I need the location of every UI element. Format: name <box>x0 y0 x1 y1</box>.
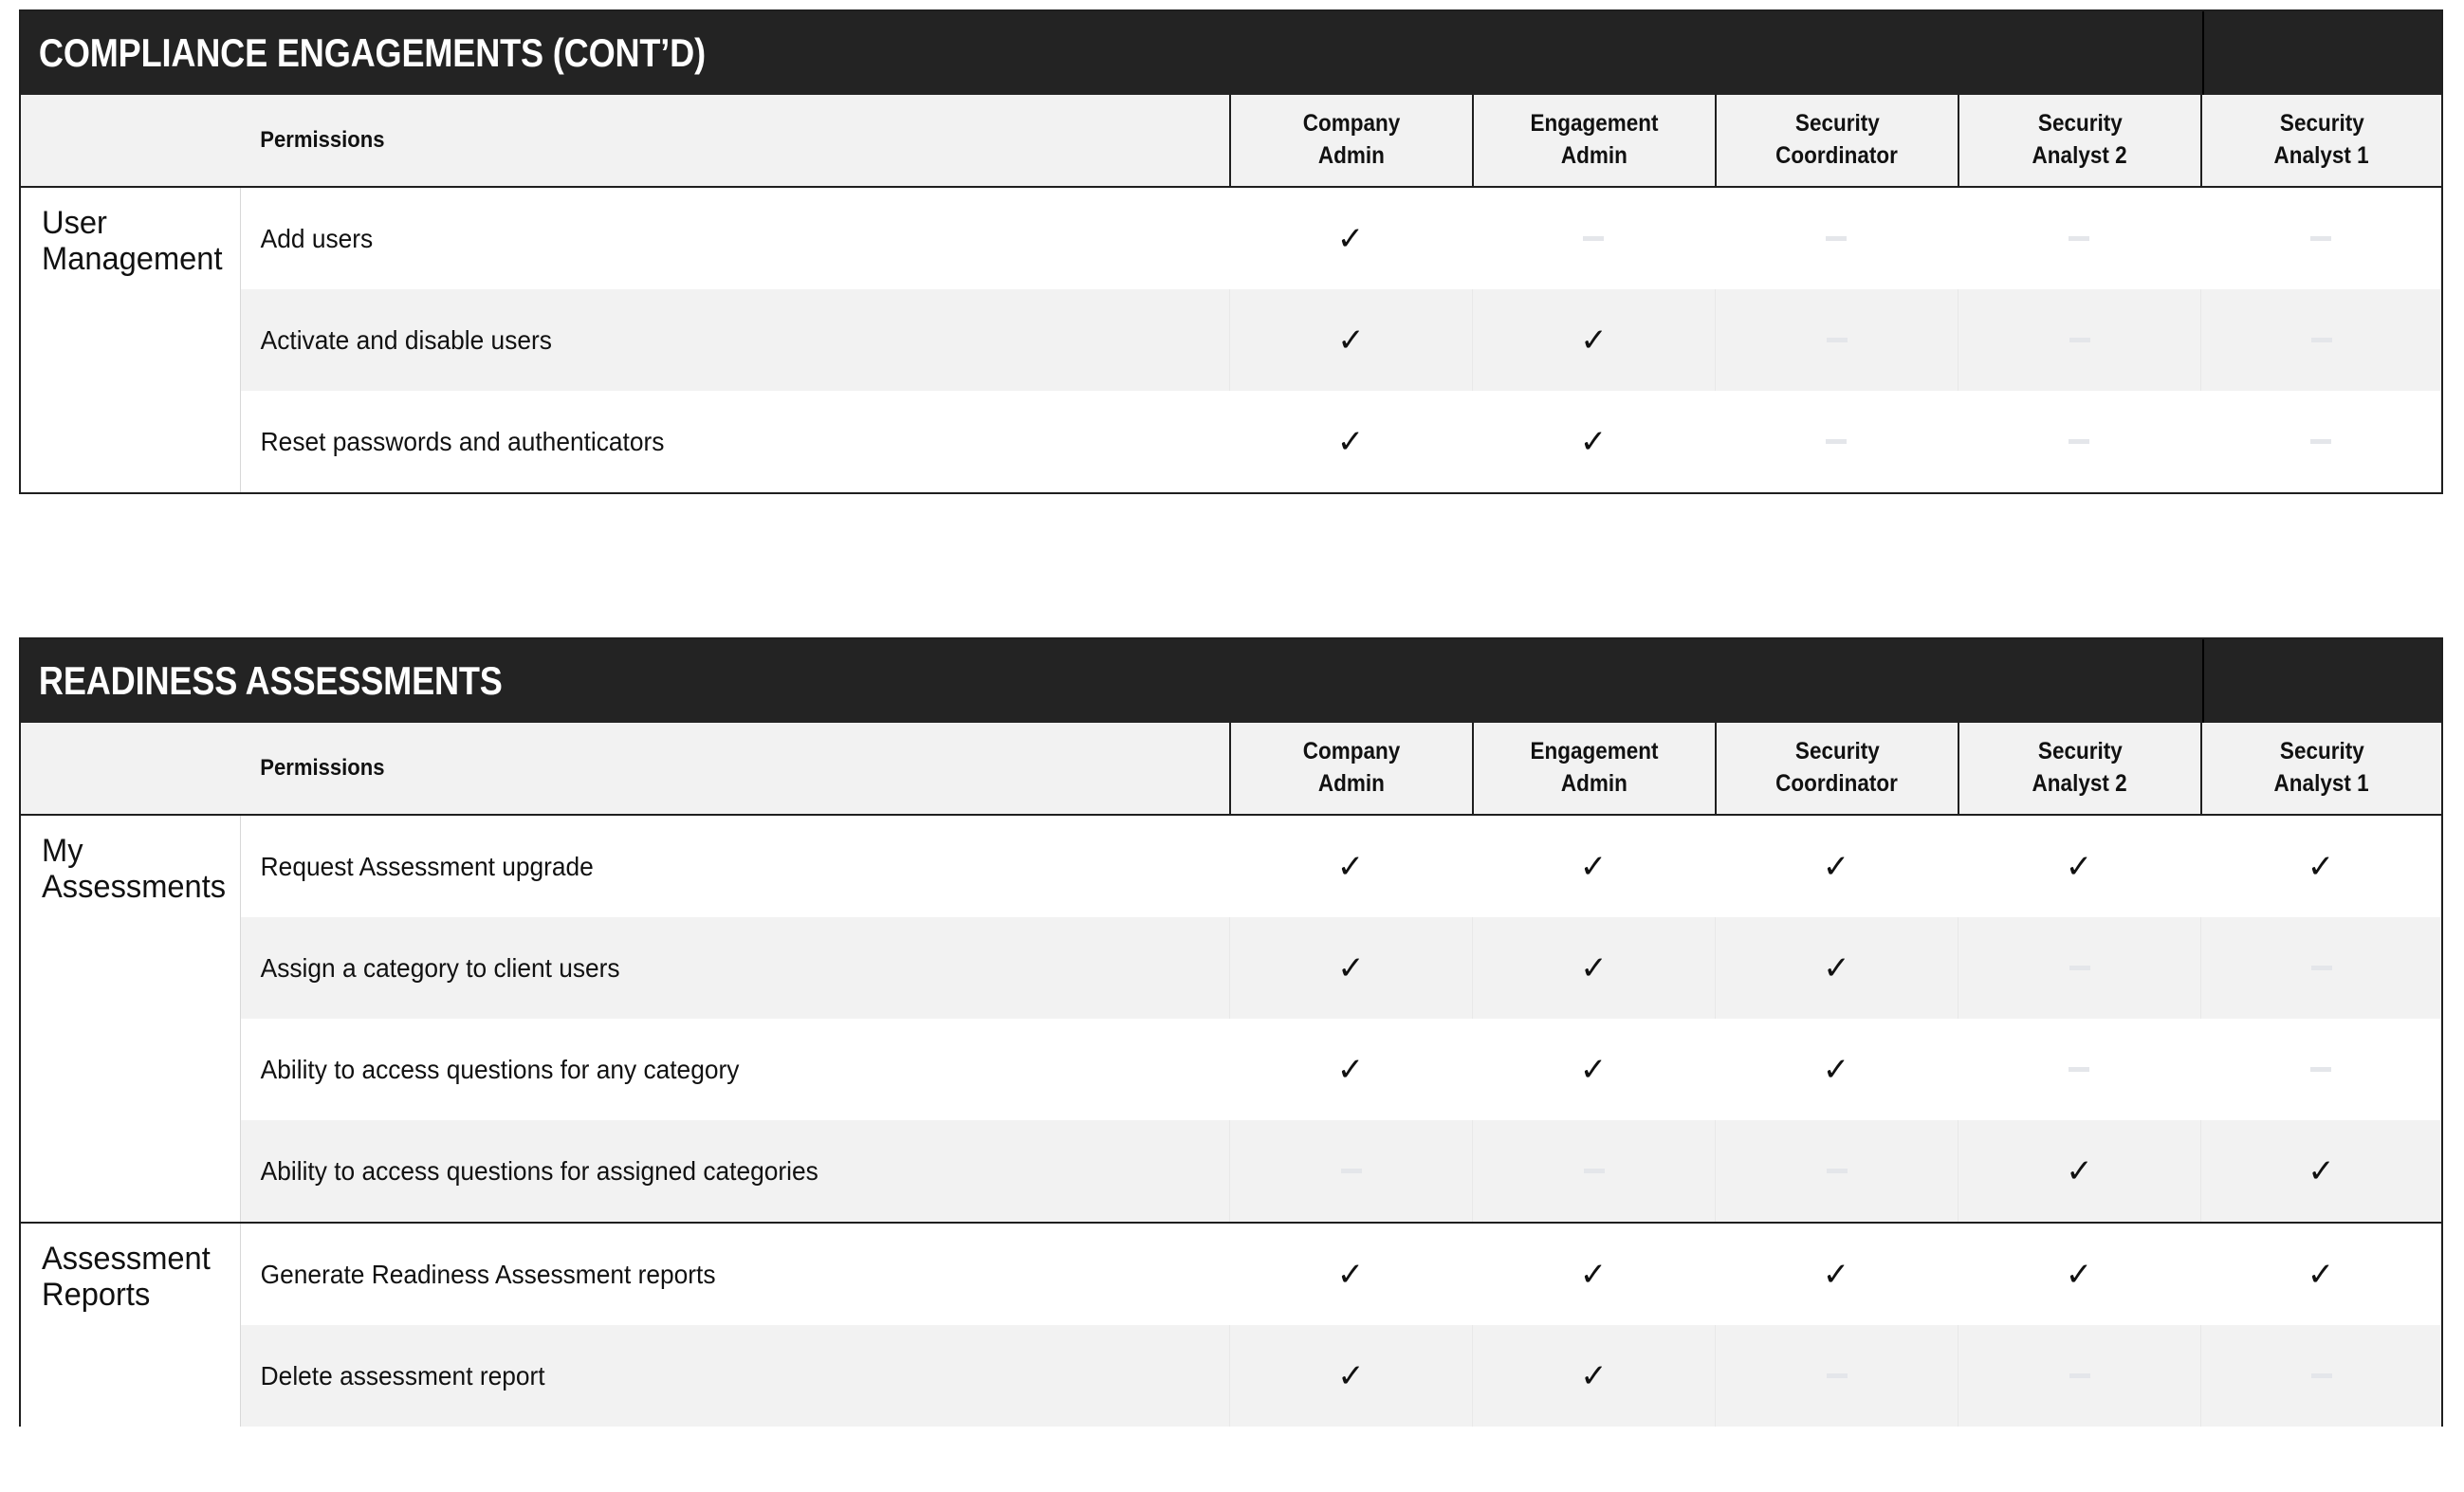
check-icon: ✓ <box>1336 219 1365 258</box>
cell-engagement-admin <box>1472 391 1715 492</box>
band-divider <box>2202 639 2204 723</box>
dash-icon <box>1827 1373 1848 1378</box>
group-user-management <box>21 188 2441 492</box>
table-row <box>241 917 2441 1019</box>
cell-company-admin <box>1229 1019 1472 1120</box>
check-icon: ✓ <box>1822 1050 1850 1089</box>
cell-company-admin <box>1229 1224 1472 1325</box>
cell-engagement-admin <box>1472 1224 1715 1325</box>
table-row <box>241 1325 2441 1427</box>
dash-icon <box>2310 439 2331 444</box>
cell-engagement-admin <box>1472 188 1715 289</box>
group-rows <box>241 188 2441 492</box>
table-title-band <box>21 639 2441 723</box>
check-icon: ✓ <box>1337 321 1365 359</box>
dash-icon <box>1826 236 1847 241</box>
check-icon: ✓ <box>1579 422 1608 461</box>
cell-engagement-admin <box>1472 917 1715 1019</box>
check-icon: ✓ <box>1336 1050 1365 1089</box>
cell-security-analyst-1 <box>2200 1120 2441 1222</box>
cell-security-analyst-2 <box>1958 289 2200 391</box>
check-icon: ✓ <box>2066 1151 2093 1190</box>
cell-security-analyst-2 <box>1958 816 2200 917</box>
cell-security-coordinator <box>1715 391 1958 492</box>
cell-security-coordinator <box>1715 1325 1958 1427</box>
group-assessment-reports <box>21 1222 2441 1427</box>
check-icon: ✓ <box>1823 949 1850 987</box>
check-icon: ✓ <box>1580 1356 1608 1395</box>
cell-company-admin <box>1229 1325 1472 1427</box>
check-icon: ✓ <box>1579 1050 1608 1089</box>
check-icon: ✓ <box>2307 847 2335 886</box>
cell-security-analyst-1 <box>2200 1224 2441 1325</box>
header-role-security-analyst-1: Security Analyst 1 <box>2200 95 2441 186</box>
header-permissions-cell <box>241 723 1229 814</box>
dash-icon <box>2069 439 2089 444</box>
cell-security-analyst-1 <box>2200 391 2441 492</box>
dash-icon <box>2069 1373 2090 1378</box>
cell-security-coordinator <box>1715 1224 1958 1325</box>
dash-icon <box>1826 439 1847 444</box>
check-icon: ✓ <box>1336 847 1365 886</box>
header-group-cell <box>21 95 241 186</box>
check-icon: ✓ <box>1336 1255 1365 1294</box>
cell-security-analyst-1 <box>2200 1019 2441 1120</box>
cell-security-analyst-1 <box>2200 917 2441 1019</box>
dash-icon <box>2310 1067 2331 1072</box>
dash-icon <box>1827 1169 1848 1173</box>
cell-security-coordinator <box>1715 917 1958 1019</box>
cell-engagement-admin <box>1472 1019 1715 1120</box>
permission-cell: Reset passwords and authenticators <box>260 426 665 456</box>
cell-security-coordinator <box>1715 1120 1958 1222</box>
dash-icon <box>1583 236 1604 241</box>
header-group-cell <box>21 723 241 814</box>
cell-company-admin <box>1229 917 1472 1019</box>
table-title: READINESS ASSESSMENTS <box>38 658 503 703</box>
cell-security-analyst-1 <box>2200 188 2441 289</box>
cell-security-coordinator <box>1715 816 1958 917</box>
cell-company-admin <box>1229 289 1472 391</box>
cell-security-analyst-2 <box>1958 1120 2200 1222</box>
cell-company-admin <box>1229 816 1472 917</box>
cell-engagement-admin <box>1472 1325 1715 1427</box>
check-icon: ✓ <box>2065 847 2093 886</box>
permissions-header-label: Permissions <box>260 127 385 153</box>
dash-icon <box>2069 236 2089 241</box>
check-icon: ✓ <box>1822 1255 1850 1294</box>
cell-security-analyst-2 <box>1958 1325 2200 1427</box>
check-icon: ✓ <box>2307 1255 2335 1294</box>
permission-cell: Ability to access questions for any category <box>260 1054 740 1084</box>
cell-security-analyst-1 <box>2200 289 2441 391</box>
check-icon: ✓ <box>1580 321 1608 359</box>
check-icon: ✓ <box>1580 949 1608 987</box>
cell-security-coordinator <box>1715 289 1958 391</box>
group-label: User Management <box>42 205 223 278</box>
group-my-assessments <box>21 816 2441 1222</box>
check-icon: ✓ <box>1579 847 1608 886</box>
cell-company-admin <box>1229 1120 1472 1222</box>
table-row <box>241 1120 2441 1222</box>
check-icon: ✓ <box>1822 847 1850 886</box>
check-icon: ✓ <box>1337 1356 1365 1395</box>
header-role-engagement-admin: Engagement Admin <box>1472 723 1715 814</box>
dash-icon <box>1341 1169 1362 1173</box>
permission-cell: Delete assessment report <box>241 1325 1229 1427</box>
check-icon: ✓ <box>2308 1151 2335 1190</box>
header-role-security-analyst-2: Security Analyst 2 <box>1958 95 2200 186</box>
cell-security-analyst-2 <box>1958 1019 2200 1120</box>
group-label: Assessment Reports <box>42 1241 211 1314</box>
group-label-cell <box>21 1224 241 1427</box>
cell-security-analyst-1 <box>2200 1325 2441 1427</box>
cell-security-analyst-2 <box>1958 188 2200 289</box>
table-title: COMPLIANCE ENGAGEMENTS (CONT’D) <box>38 30 706 75</box>
table-compliance-engagements <box>19 9 2443 494</box>
check-icon: ✓ <box>1336 422 1365 461</box>
group-rows <box>241 816 2441 1222</box>
dash-icon <box>2069 338 2090 342</box>
cell-security-analyst-2 <box>1958 917 2200 1019</box>
cell-security-analyst-2 <box>1958 391 2200 492</box>
table-row <box>241 391 2441 492</box>
permission-cell: Generate Readiness Assessment reports <box>260 1259 716 1289</box>
table-row <box>241 1019 2441 1120</box>
cell-engagement-admin <box>1472 1120 1715 1222</box>
cell-company-admin <box>1229 188 1472 289</box>
group-rows <box>241 1224 2441 1427</box>
header-permissions-cell <box>241 95 1229 186</box>
header-role-security-coordinator: Security Coordinator <box>1715 723 1958 814</box>
permission-cell: Assign a category to client users <box>241 917 1229 1019</box>
permission-cell: Activate and disable users <box>241 289 1229 391</box>
group-label: My Assessments <box>42 833 227 906</box>
cell-engagement-admin <box>1472 816 1715 917</box>
permission-cell: Ability to access questions for assigned categories <box>241 1120 1229 1222</box>
cell-security-coordinator <box>1715 1019 1958 1120</box>
table-row <box>241 1224 2441 1325</box>
group-label-cell <box>21 816 241 1222</box>
table-header-row <box>21 95 2441 188</box>
cell-security-coordinator <box>1715 188 1958 289</box>
dash-icon <box>2069 1067 2089 1072</box>
cell-company-admin <box>1229 391 1472 492</box>
table-header-row <box>21 723 2441 816</box>
header-role-company-admin: Company Admin <box>1229 723 1472 814</box>
permission-cell: Add users <box>260 223 374 253</box>
header-role-company-admin: Company Admin <box>1229 95 1472 186</box>
permissions-header-label: Permissions <box>260 755 385 781</box>
dash-icon <box>2069 966 2090 970</box>
table-row <box>241 188 2441 289</box>
dash-icon <box>2311 1373 2332 1378</box>
dash-icon <box>2311 338 2332 342</box>
permission-cell: Request Assessment upgrade <box>260 851 594 881</box>
cell-engagement-admin <box>1472 289 1715 391</box>
check-icon: ✓ <box>1337 949 1365 987</box>
dash-icon <box>2310 236 2331 241</box>
dash-icon <box>1584 1169 1605 1173</box>
dash-icon <box>2311 966 2332 970</box>
check-icon: ✓ <box>1579 1255 1608 1294</box>
table-row <box>241 289 2441 391</box>
header-role-security-analyst-2: Security Analyst 2 <box>1958 723 2200 814</box>
cell-security-analyst-1 <box>2200 816 2441 917</box>
header-role-engagement-admin: Engagement Admin <box>1472 95 1715 186</box>
check-icon: ✓ <box>2065 1255 2093 1294</box>
table-title-band <box>21 11 2441 95</box>
table-row <box>241 816 2441 917</box>
table-readiness-assessments <box>19 637 2443 1427</box>
header-role-security-analyst-1: Security Analyst 1 <box>2200 723 2441 814</box>
header-role-security-coordinator: Security Coordinator <box>1715 95 1958 186</box>
cell-security-analyst-2 <box>1958 1224 2200 1325</box>
band-divider <box>2202 11 2204 95</box>
group-label-cell <box>21 188 241 492</box>
dash-icon <box>1827 338 1848 342</box>
